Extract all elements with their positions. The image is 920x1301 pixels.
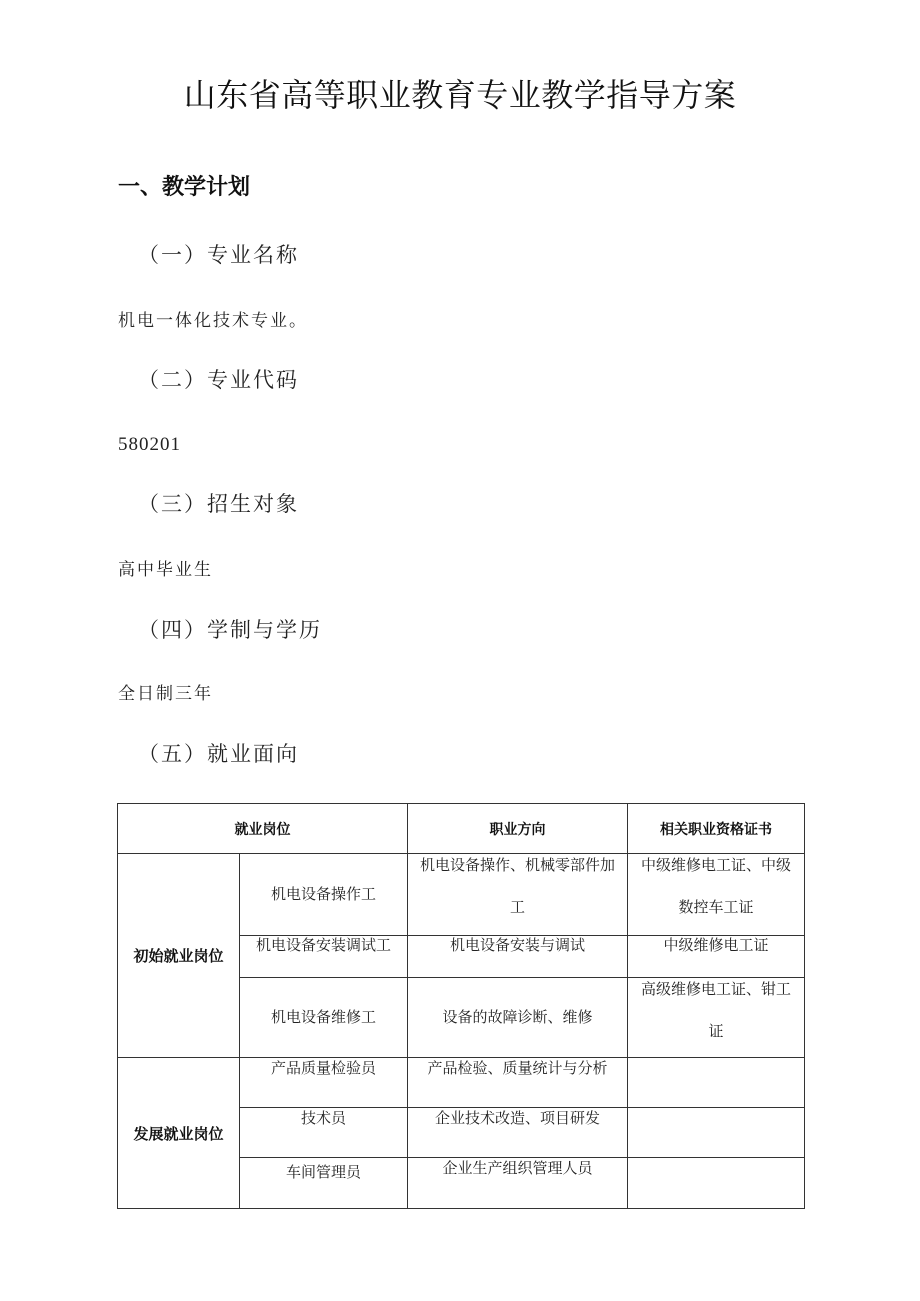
cell-direction-text: 机电设备操作、机械零部件加工 xyxy=(419,858,615,916)
employment-table xyxy=(117,803,805,1209)
cell-direction: 设备的故障诊断、维修 xyxy=(408,978,628,1058)
cell-position: 机电设备维修工 xyxy=(240,978,408,1058)
subheading-employment-direction: （五）就业面向 xyxy=(138,742,299,766)
table-row xyxy=(118,854,805,936)
cell-certificates-text: 高级维修电工证、钳工证 xyxy=(640,982,791,1040)
cell-direction: 企业生产组织管理人员 xyxy=(408,1158,628,1209)
cell-certificates: 中级维修电工证 xyxy=(628,936,805,978)
header-position: 就业岗位 xyxy=(118,804,408,854)
cell-position: 产品质量检验员 xyxy=(240,1058,408,1108)
document-title: 山东省高等职业教育专业教学指导方案 xyxy=(183,77,737,113)
subheading-duration-degree: （四）学制与学历 xyxy=(138,618,322,642)
content-major-code: 580201 xyxy=(118,434,181,455)
table-row xyxy=(118,1058,805,1108)
cell-position: 车间管理员 xyxy=(240,1158,408,1209)
section-heading-teaching-plan: 一、教学计划 xyxy=(118,174,251,199)
group-label-initial: 初始就业岗位 xyxy=(118,854,240,1058)
content-enrollment-target: 高中毕业生 xyxy=(118,560,213,579)
cell-certificates xyxy=(628,1108,805,1158)
subheading-major-code: （二）专业代码 xyxy=(138,368,299,392)
cell-position: 机电设备安装调试工 xyxy=(240,936,408,978)
cell-certificates xyxy=(628,1058,805,1108)
cell-position: 技术员 xyxy=(240,1108,408,1158)
header-direction: 职业方向 xyxy=(408,804,628,854)
cell-direction: 企业技术改造、项目研发 xyxy=(408,1108,628,1158)
cell-direction: 机电设备安装与调试 xyxy=(408,936,628,978)
cell-certificates-text: 中级维修电工证、中级数控车工证 xyxy=(640,858,791,916)
header-certificates: 相关职业资格证书 xyxy=(628,804,805,854)
subheading-enrollment-target: （三）招生对象 xyxy=(138,492,299,516)
content-major-name: 机电一体化技术专业。 xyxy=(118,311,308,330)
cell-certificates xyxy=(628,854,805,936)
subheading-major-name: （一）专业名称 xyxy=(138,243,299,267)
cell-certificates xyxy=(628,978,805,1058)
group-label-development: 发展就业岗位 xyxy=(118,1058,240,1209)
content-duration-degree: 全日制三年 xyxy=(118,684,213,703)
cell-certificates xyxy=(628,1158,805,1209)
cell-direction: 产品检验、质量统计与分析 xyxy=(408,1058,628,1108)
cell-position: 机电设备操作工 xyxy=(240,854,408,936)
cell-direction xyxy=(408,854,628,936)
